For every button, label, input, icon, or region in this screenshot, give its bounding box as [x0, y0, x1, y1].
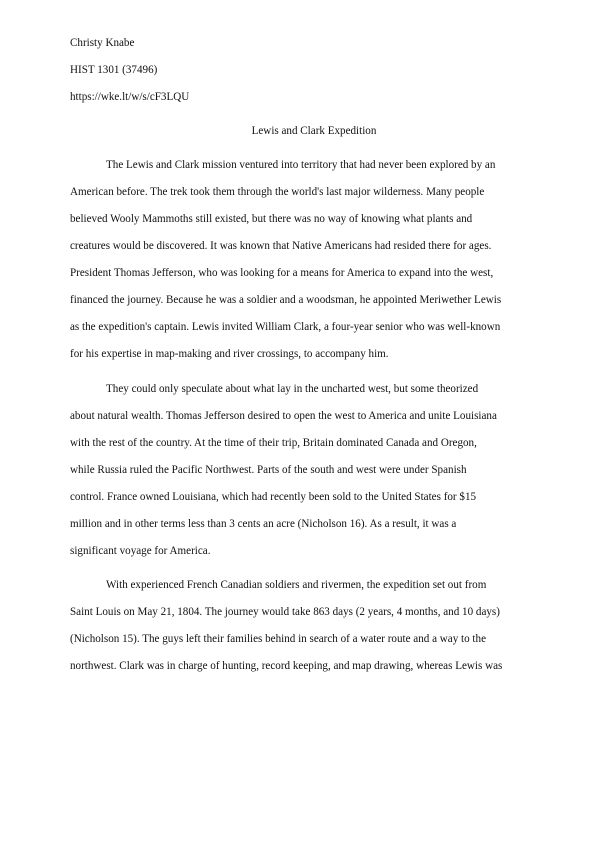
paragraph-line: President Thomas Jefferson, who was looking for a means for America to expand into the west,: [70, 267, 494, 279]
paragraph-line: (Nicholson 15). The guys left their families behind in search of a water route and a way to the: [70, 633, 486, 645]
source-url: https://wke.lt/w/s/cF3LQU: [70, 91, 190, 103]
paragraph-line: With experienced French Canadian soldiers and rivermen, the expedition set out from: [106, 579, 487, 591]
course-code: HIST 1301 (37496): [70, 64, 158, 76]
paragraph-line: believed Wooly Mammoths still existed, but there was no way of knowing what plants and: [70, 213, 473, 225]
paragraph-line: American before. The trek took them through the world's last major wilderness. Many people: [70, 186, 485, 198]
paragraph-line: control. France owned Louisiana, which had recently been sold to the United States for $15: [70, 491, 477, 503]
paragraph-line: financed the journey. Because he was a soldier and a woodsman, he appointed Meriwether Lewis: [70, 294, 502, 306]
paragraph-line: northwest. Clark was in charge of hunting, record keeping, and map drawing, whereas Lewis was: [70, 660, 503, 672]
paragraph-line: The Lewis and Clark mission ventured into territory that had never been explored by an: [106, 159, 496, 171]
paragraph-line: million and in other terms less than 3 cents an acre (Nicholson 16). As a result, it was a: [70, 518, 457, 530]
paragraph-line: significant voyage for America.: [70, 545, 211, 557]
author-name: Christy Knabe: [70, 37, 135, 49]
paragraph-line: with the rest of the country. At the time of their trip, Britain dominated Canada and Oregon,: [70, 437, 477, 449]
paragraph-line: They could only speculate about what lay in the uncharted west, but some theorized: [106, 383, 479, 395]
essay-title: Lewis and Clark Expedition: [251, 125, 377, 137]
paragraph-line: while Russia ruled the Pacific Northwest. Parts of the south and west were under Spanish: [70, 464, 467, 476]
paragraph-line: Saint Louis on May 21, 1804. The journey would take 863 days (2 years, 4 months, and 10 days): [70, 606, 500, 618]
paragraph-line: as the expedition's captain. Lewis invited William Clark, a four-year senior who was well-known: [70, 321, 501, 333]
paragraph-line: about natural wealth. Thomas Jefferson desired to open the west to America and unite Louisiana: [70, 410, 497, 422]
paragraph-line: creatures would be discovered. It was known that Native Americans had resided there for ages.: [70, 240, 492, 252]
paragraph-line: for his expertise in map-making and river crossings, to accompany him.: [70, 348, 389, 360]
